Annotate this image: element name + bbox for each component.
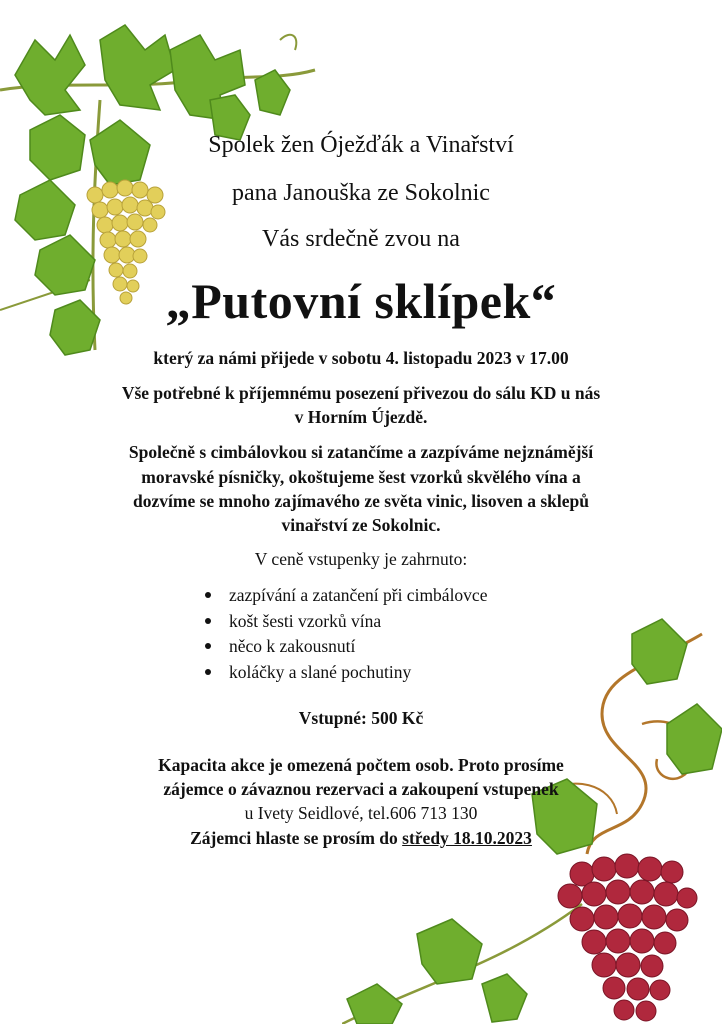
- capacity-line-2: zájemce o závaznou rezervaci a zakoupení vstupenek: [163, 779, 559, 799]
- program-line-2: moravské písničky, okoštujeme šest vzorků skvělého vína a: [141, 467, 581, 487]
- contact-line: u Ivety Seidlové, tel.606 713 130: [244, 803, 478, 823]
- header-line-3: Vás srdečně zvou na: [262, 226, 460, 252]
- venue-line-1: Vše potřebné k příjemnému posezení přivezou do sálu KD u nás: [121, 383, 601, 403]
- entry-fee: Vstupné: 500 Kč: [298, 708, 424, 728]
- date-line: který za námi přijede v sobotu 4. listopadu 2023 v 17.00: [153, 348, 569, 368]
- deadline-line: [0, 828, 722, 849]
- venue-line-2: v Horním Újezdě.: [294, 407, 428, 427]
- header-line-1: Spolek žen Óježďák a Vinařství: [208, 132, 514, 158]
- bullet-icon: [205, 643, 211, 649]
- price-intro: V ceně vstupenky je zahrnuto:: [254, 549, 468, 569]
- header-line-2: pana Janouška ze Sokolnic: [232, 180, 490, 206]
- list-item: koláčky a slané pochutiny: [205, 662, 487, 688]
- bullet-icon: [205, 618, 211, 624]
- deadline-prefix: Zájemci hlaste se prosím do: [190, 828, 403, 848]
- event-title: „Putovní sklípek“: [165, 273, 557, 329]
- program-line-4: vinařství ze Sokolnic.: [281, 515, 441, 535]
- list-item: košt šesti vzorků vína: [205, 611, 487, 637]
- deadline-date: středy 18.10.2023: [402, 828, 532, 848]
- list-item: zazpívání a zatančení při cimbálovce: [205, 585, 487, 611]
- bullet-icon: [205, 669, 211, 675]
- capacity-line-1: Kapacita akce je omezená počtem osob. Proto prosíme: [158, 755, 564, 775]
- program-line-3: dozvíme se mnoho zajímavého ze světa vinic, lisoven a sklepů: [133, 491, 589, 511]
- bullet-icon: [205, 592, 211, 598]
- program-line-1: Společně s cimbálovkou si zatančíme a zazpíváme nejznámější: [128, 442, 594, 462]
- included-list: [205, 585, 487, 687]
- list-item: něco k zakousnutí: [205, 636, 487, 662]
